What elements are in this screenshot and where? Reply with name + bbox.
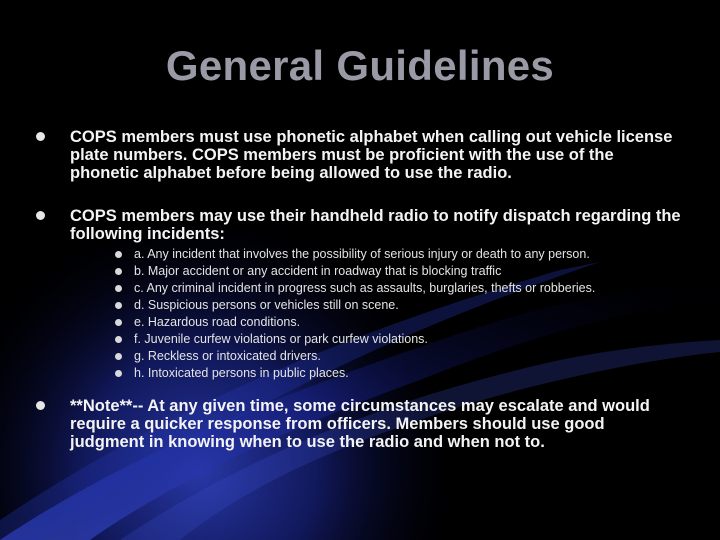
bullet-text: COPS members must use phonetic alphabet when calling out vehicle license plate numbers. COPS members must be proficient with the use of the phonetic alphabet before being allowed to use the radio. — [70, 128, 673, 182]
sub-list-item — [115, 246, 685, 263]
sub-bullet-dot-icon — [115, 336, 122, 343]
sub-item-text: f. Juvenile curfew violations or park curfew violations. — [134, 332, 428, 346]
sub-list-item — [115, 263, 685, 280]
sub-item-text: b. Major accident or any accident in roadway that is blocking traffic — [134, 264, 502, 278]
sub-bullet-dot-icon — [115, 251, 122, 258]
bullet-text: COPS members may use their handheld radio to notify dispatch regarding the following incidents: — [70, 207, 681, 243]
sub-bullet-dot-icon — [115, 302, 122, 309]
sub-list-item — [115, 297, 685, 314]
sub-bullet-dot-icon — [115, 268, 122, 275]
sub-item-text: h. Intoxicated persons in public places. — [134, 366, 349, 380]
sub-list-item — [115, 314, 685, 331]
sub-item-text: e. Hazardous road conditions. — [134, 315, 301, 329]
slide-title: General Guidelines — [165, 42, 555, 89]
sub-list-item — [115, 348, 685, 365]
sub-bullet-dot-icon — [115, 370, 122, 377]
sub-bullet-dot-icon — [115, 319, 122, 326]
sub-item-text: d. Suspicious persons or vehicles still on scene. — [134, 298, 399, 312]
sub-item-text: g. Reckless or intoxicated drivers. — [134, 349, 321, 363]
sub-item-text: a. Any incident that involves the possibility of serious injury or death to any person. — [134, 247, 590, 261]
sub-list-item — [115, 365, 685, 382]
sub-bullet-dot-icon — [115, 285, 122, 292]
sub-list-item — [115, 280, 685, 297]
bullet-text: **Note**-- At any given time, some circumstances may escalate and would require a quicker response from officers. Members should use good judgment in knowing when to use the radio and when not to. — [70, 397, 650, 451]
bullet-dot-icon — [36, 132, 45, 141]
sub-bullet-dot-icon — [115, 353, 122, 360]
bullet-dot-icon — [36, 401, 45, 410]
sub-item-text: c. Any criminal incident in progress such as assaults, burglaries, thefts or robberies. — [134, 281, 596, 295]
incident-sub-list — [115, 246, 685, 382]
bullet-dot-icon — [36, 211, 45, 220]
sub-list-item — [115, 331, 685, 348]
